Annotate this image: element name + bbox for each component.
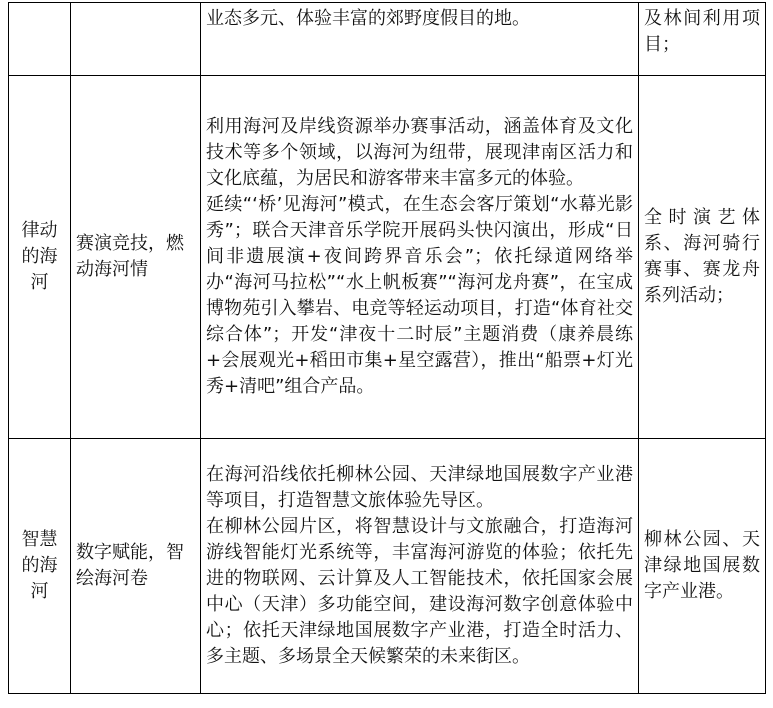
projects-cell: 柳林公园、天津绿地国展数字产业港。 <box>639 439 766 694</box>
content-cell <box>201 3 639 76</box>
projects-cell: 及林间利用项目； <box>639 3 766 76</box>
content-cell <box>201 76 639 439</box>
theme-cell: 律动的海河 <box>9 76 71 439</box>
content-paragraph: 在柳林公园片区，将智慧设计与文旅融合，打造海河游线智能灯光系统等，丰富海河游览的体验；依托先进的物联网、云计算及人工智能技术，依托国家会展中心（天津）多功能空间，建设海河数字创意体验中心；依托天津绿地国展数字产业港，打造全时活力、多主题、多场景全天候繁荣的未来街区。 <box>206 516 633 667</box>
title-cell <box>71 3 201 76</box>
title-cell: 赛演竞技，燃动海河情 <box>71 76 201 439</box>
title-cell: 数字赋能，智绘海河卷 <box>71 439 201 694</box>
table-row <box>9 439 766 694</box>
content-paragraph: 业态多元、体验丰富的郊野度假目的地。 <box>206 8 530 29</box>
theme-cell <box>9 3 71 76</box>
theme-cell: 智慧的海河 <box>9 439 71 694</box>
content-paragraph: 在海河沿线依托柳林公园、天津绿地国展数字产业港等项目，打造智慧文旅体验先导区。 <box>206 464 633 511</box>
table-row <box>9 76 766 439</box>
plan-table <box>8 2 766 694</box>
content-paragraph: 利用海河及岸线资源举办赛事活动，涵盖体育及文化技术等多个领域，以海河为纽带，展现津南区活力和文化底蕴，为居民和游客带来丰富多元的体验。 <box>206 116 633 189</box>
content-cell <box>201 439 639 694</box>
content-paragraph: 延续“‘桥’见海河”模式，在生态会客厅策划“水幕光影秀”；联合天津音乐学院开展码头快闪演出，形成“日间非遗展演+夜间跨界音乐会”；依托绿道网络举办“海河马拉松”“水上帆板赛”“海河龙舟赛”，在宝成博物苑引入攀岩、电竞等轻运动项目，打造“体育社交综合体”；开发“津夜十二时辰”主题消费（康养晨练+会展观光+稻田市集+星空露营），推出“船票+灯光秀+清吧”组合产品。 <box>206 194 633 397</box>
projects-cell: 全时演艺体系、海河骑行赛事、赛龙舟系列活动； <box>639 76 766 439</box>
table-row <box>9 3 766 76</box>
